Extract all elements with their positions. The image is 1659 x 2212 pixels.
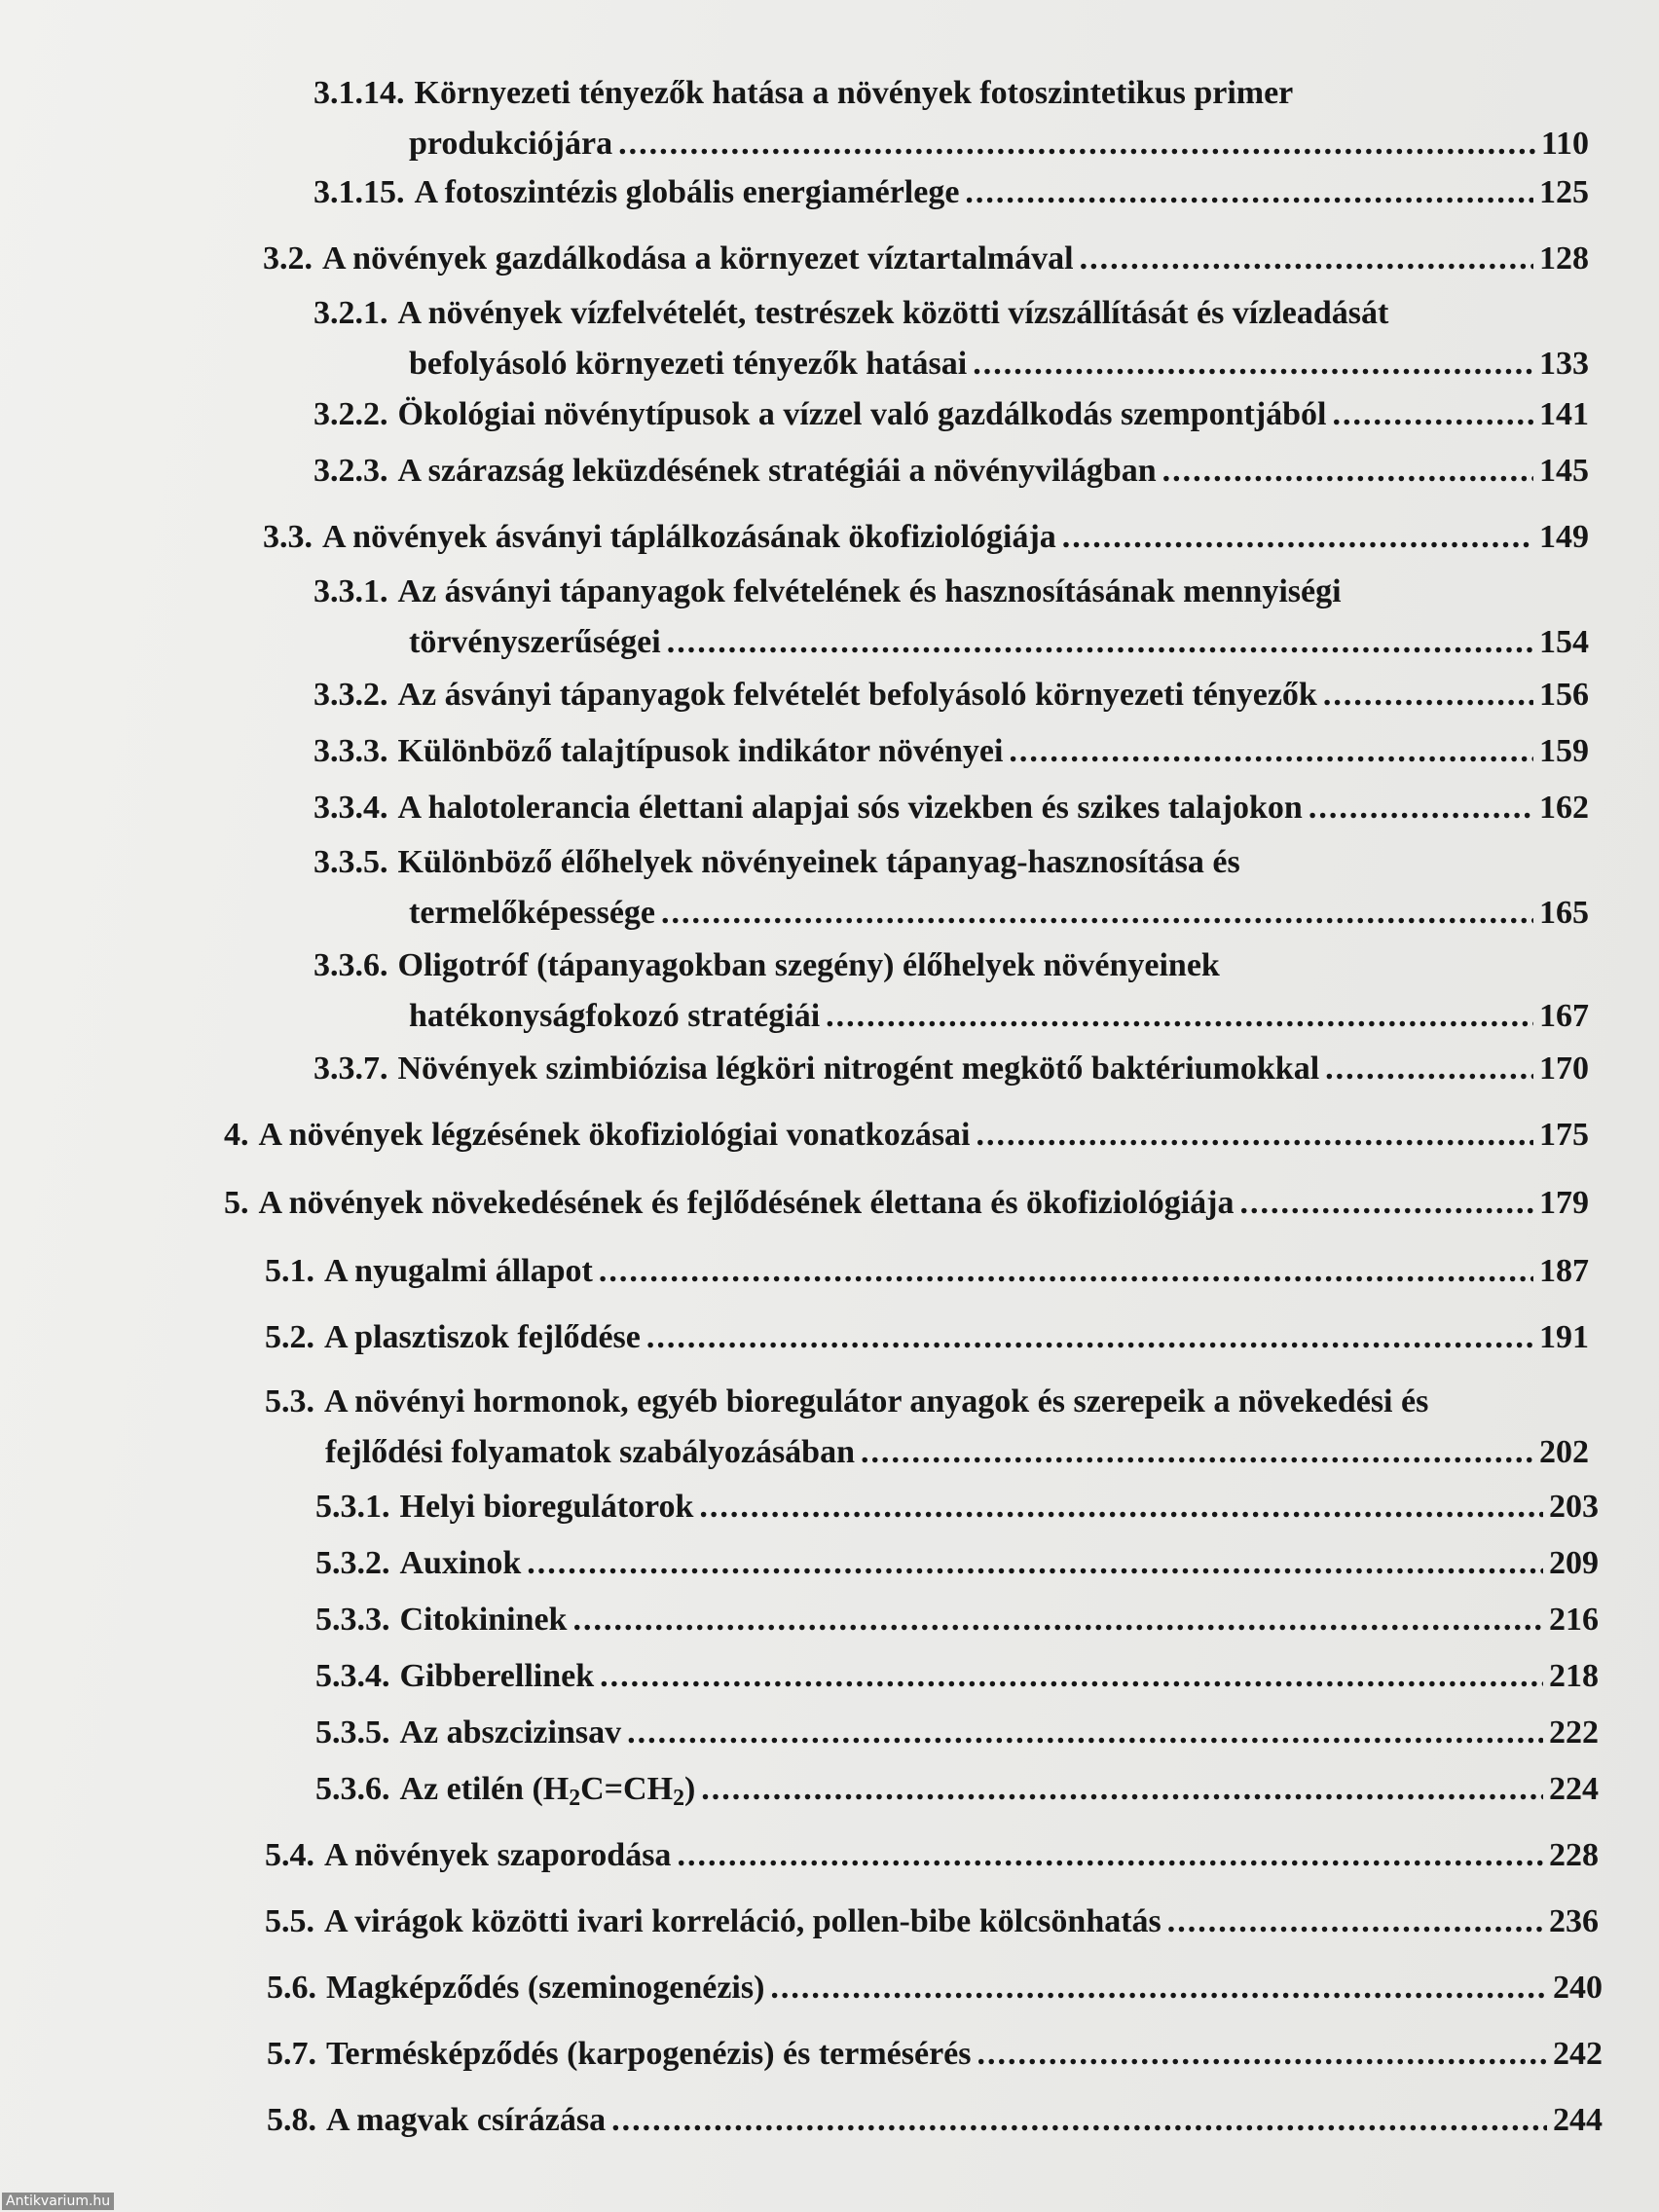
page-number: 133 (1539, 346, 1589, 382)
page-number: 175 (1539, 1117, 1589, 1153)
entry-number: 3.1.14. (313, 75, 405, 111)
toc-entry (265, 1246, 1589, 1297)
toc-entry (313, 288, 1589, 389)
entry-title-continued: befolyásoló környezeti tényezők hatásai (409, 346, 968, 382)
leader-dots (699, 1482, 1543, 1532)
toc-entry (263, 512, 1589, 563)
page-number: 240 (1553, 1970, 1603, 2006)
entry-title: Termésképződés (karpogenézis) és termésérés (326, 2036, 972, 2072)
toc-entry (265, 1897, 1599, 1947)
toc-entry (315, 1595, 1599, 1645)
formula-subscript: 2 (569, 1785, 581, 1811)
leader-dots (973, 339, 1533, 389)
entry-number: 5.3.4. (315, 1658, 390, 1694)
toc-entry (224, 1110, 1589, 1161)
entry-number: 5.6. (267, 1970, 316, 2006)
entry-title: A virágok közötti ivari korreláció, pollen-bibe kölcsönhatás (324, 1903, 1161, 1939)
watermark-label: Antikvarium.hu (2, 2193, 114, 2210)
toc-entry (315, 1764, 1599, 1824)
leader-dots (1080, 234, 1533, 284)
page-number: 209 (1549, 1545, 1599, 1581)
entry-title: Oligotróf (tápanyagokban szegény) élőhelyek növényeinek (397, 947, 1220, 983)
entry-title: Ökológiai növénytípusok a vízzel való gazdálkodás szempontjából (397, 396, 1327, 432)
page-number: 149 (1539, 519, 1589, 555)
page-number: 154 (1539, 624, 1589, 660)
toc-entry (267, 1963, 1603, 2013)
entry-title: A halotolerancia élettani alapjai sós vizekben és szikes talajokon (397, 790, 1303, 826)
entry-title: Különböző talajtípusok indikátor növényei (397, 733, 1004, 769)
entry-title: A nyugalmi állapot (324, 1253, 593, 1289)
entry-title: A plasztiszok fejlődése (324, 1319, 641, 1355)
entry-number: 5.8. (267, 2102, 316, 2138)
toc-entry (315, 1538, 1599, 1589)
leader-dots (1062, 512, 1533, 563)
entry-title: Növények szimbiózisa légköri nitrogént megkötő baktériumokkal (397, 1051, 1320, 1087)
entry-number: 3.2.1. (313, 295, 388, 331)
leader-dots (677, 1830, 1543, 1881)
leader-dots (1325, 1044, 1533, 1094)
entry-number: 5.7. (267, 2036, 316, 2072)
entry-title-continued: hatékonyságfokozó stratégiái (409, 998, 821, 1034)
leader-dots (1309, 783, 1533, 833)
toc-entry (313, 446, 1589, 497)
page-number: 218 (1549, 1658, 1599, 1694)
toc-entry (265, 1312, 1589, 1363)
page-number: 187 (1539, 1253, 1589, 1289)
toc-entry (265, 1377, 1589, 1478)
leader-dots (701, 1764, 1543, 1815)
toc-entry (265, 1830, 1599, 1881)
entry-title: Magképződés (szeminogenézis) (326, 1970, 765, 2006)
entry-number: 5.2. (265, 1319, 314, 1355)
entry-number: 5.3.1. (315, 1489, 390, 1525)
entry-title: Helyi bioregulátorok (399, 1489, 694, 1525)
entry-number: 3.2.3. (313, 453, 388, 489)
page-number: 167 (1539, 998, 1589, 1034)
page-number: 202 (1539, 1434, 1589, 1470)
entry-title: Auxinok (399, 1545, 522, 1581)
page-number: 244 (1553, 2102, 1603, 2138)
page-number: 162 (1539, 790, 1589, 826)
entry-title: Az abszcizinsav (399, 1714, 622, 1751)
formula-part: C=CH (580, 1771, 674, 1807)
page-number: 242 (1553, 2036, 1603, 2072)
formula-part: ) (683, 1771, 696, 1807)
formula-part: Az etilén (H (399, 1771, 570, 1807)
entry-title: A növények gazdálkodása a környezet víztartalmával (322, 240, 1074, 276)
entry-number: 3.3.4. (313, 790, 388, 826)
leader-dots (627, 1708, 1543, 1758)
entry-title (400, 1764, 696, 1824)
entry-title: A növények vízfelvételét, testrészek közötti vízszállítását és vízleadását (397, 295, 1389, 331)
page-number: 203 (1549, 1489, 1599, 1525)
page-number: 179 (1539, 1185, 1589, 1221)
entry-number: 3.3.3. (313, 733, 388, 769)
toc-entry (313, 940, 1589, 1042)
entry-number: 4. (224, 1117, 249, 1153)
leader-dots (618, 119, 1535, 169)
toc-entry (313, 167, 1589, 218)
leader-dots (527, 1538, 1543, 1589)
leader-dots (1240, 1178, 1534, 1229)
leader-dots (977, 2029, 1547, 2080)
toc-entry (313, 726, 1589, 777)
entry-title: A magvak csírázása (326, 2102, 607, 2138)
toc-entry (315, 1482, 1599, 1532)
toc-entry (224, 1178, 1589, 1229)
entry-title: Gibberellinek (399, 1658, 595, 1694)
entry-number: 3.3.2. (313, 677, 388, 713)
toc-entry (313, 1044, 1589, 1094)
entry-number: 5.4. (265, 1837, 314, 1873)
toc-entry (315, 1651, 1599, 1702)
leader-dots (599, 1246, 1533, 1297)
leader-dots (1333, 389, 1534, 440)
page-number: 165 (1539, 895, 1589, 931)
leader-dots (572, 1595, 1543, 1645)
entry-title: Különböző élőhelyek növényeinek tápanyag-hasznosítása és (397, 844, 1240, 880)
entry-number: 3.3.6. (313, 947, 388, 983)
toc-entry (267, 2029, 1603, 2080)
entry-title: A fotoszintézis globális energiamérlege (414, 174, 960, 210)
leader-dots (1162, 446, 1533, 497)
page-number: 224 (1549, 1771, 1599, 1807)
entry-number: 5.1. (265, 1253, 314, 1289)
entry-title-continued: törvényszerűségei (409, 624, 661, 660)
entry-title: A növények légzésének ökofiziológiai vonatkozásai (258, 1117, 971, 1153)
entry-title: Az ásványi tápanyagok felvételének és hasznosításának mennyiségi (397, 573, 1342, 609)
leader-dots (1323, 670, 1533, 720)
page-number: 170 (1539, 1051, 1589, 1087)
entry-number: 5.3.5. (315, 1714, 390, 1751)
leader-dots (1167, 1897, 1543, 1947)
page-number: 141 (1539, 396, 1589, 432)
entry-number: 3.3. (263, 519, 313, 555)
entry-title: A növények növekedésének és fejlődésének élettana és ökofiziológiája (258, 1185, 1235, 1221)
entry-number: 5.5. (265, 1903, 314, 1939)
leader-dots (826, 991, 1533, 1042)
leader-dots (667, 617, 1533, 668)
toc-entry (313, 670, 1589, 720)
entry-number: 5.3.2. (315, 1545, 390, 1581)
entry-number: 5.3.3. (315, 1602, 390, 1638)
entry-number: 3.3.5. (313, 844, 388, 880)
page-number: 228 (1549, 1837, 1599, 1873)
toc-entry (315, 1708, 1599, 1758)
entry-title: Az ásványi tápanyagok felvételét befolyásoló környezeti tényezők (397, 677, 1317, 713)
entry-number: 3.1.15. (313, 174, 405, 210)
entry-number: 3.3.7. (313, 1051, 388, 1087)
toc-entry (313, 783, 1589, 833)
page-number: 191 (1539, 1319, 1589, 1355)
entry-number: 3.2. (263, 240, 313, 276)
entry-title-continued: fejlődési folyamatok szabályozásában (325, 1434, 855, 1470)
leader-dots (646, 1312, 1533, 1363)
toc-entry (263, 234, 1589, 284)
leader-dots (977, 1110, 1534, 1161)
page-number: 236 (1549, 1903, 1599, 1939)
entry-number: 3.2.2. (313, 396, 388, 432)
page-number: 159 (1539, 733, 1589, 769)
toc-entry (313, 837, 1589, 939)
page-number: 128 (1539, 240, 1589, 276)
entry-title-continued: termelőképessége (409, 895, 656, 931)
entry-title: A növények ásványi táplálkozásának ökofiziológiája (322, 519, 1056, 555)
entry-title: Citokininek (399, 1602, 568, 1638)
entry-number: 3.3.1. (313, 573, 388, 609)
entry-title: Környezeti tényezők hatása a növények fotoszintetikus primer (414, 75, 1294, 111)
toc-entry (267, 2095, 1603, 2146)
entry-title-continued: produkciójára (409, 126, 613, 162)
page-number: 216 (1549, 1602, 1599, 1638)
toc-entry (313, 68, 1589, 169)
page-number: 222 (1549, 1714, 1599, 1751)
page-number: 125 (1539, 174, 1589, 210)
leader-dots (1009, 726, 1533, 777)
page-number: 110 (1540, 126, 1589, 162)
entry-number: 5.3.6. (315, 1771, 390, 1807)
page-number: 156 (1539, 677, 1589, 713)
leader-dots (861, 1427, 1533, 1478)
entry-number: 5. (224, 1185, 249, 1221)
page-number: 145 (1539, 453, 1589, 489)
leader-dots (611, 2095, 1547, 2146)
leader-dots (661, 888, 1533, 939)
toc-entry (313, 389, 1589, 440)
leader-dots (965, 167, 1533, 218)
entry-number: 5.3. (265, 1383, 314, 1419)
toc-entry (313, 567, 1589, 668)
formula-subscript: 2 (673, 1785, 684, 1811)
entry-title: A szárazság leküzdésének stratégiái a növényvilágban (397, 453, 1157, 489)
entry-title: A növényi hormonok, egyéb bioregulátor anyagok és szerepeik a növekedési és (324, 1383, 1429, 1419)
leader-dots (600, 1651, 1543, 1702)
leader-dots (770, 1963, 1547, 2013)
entry-title: A növények szaporodása (324, 1837, 672, 1873)
